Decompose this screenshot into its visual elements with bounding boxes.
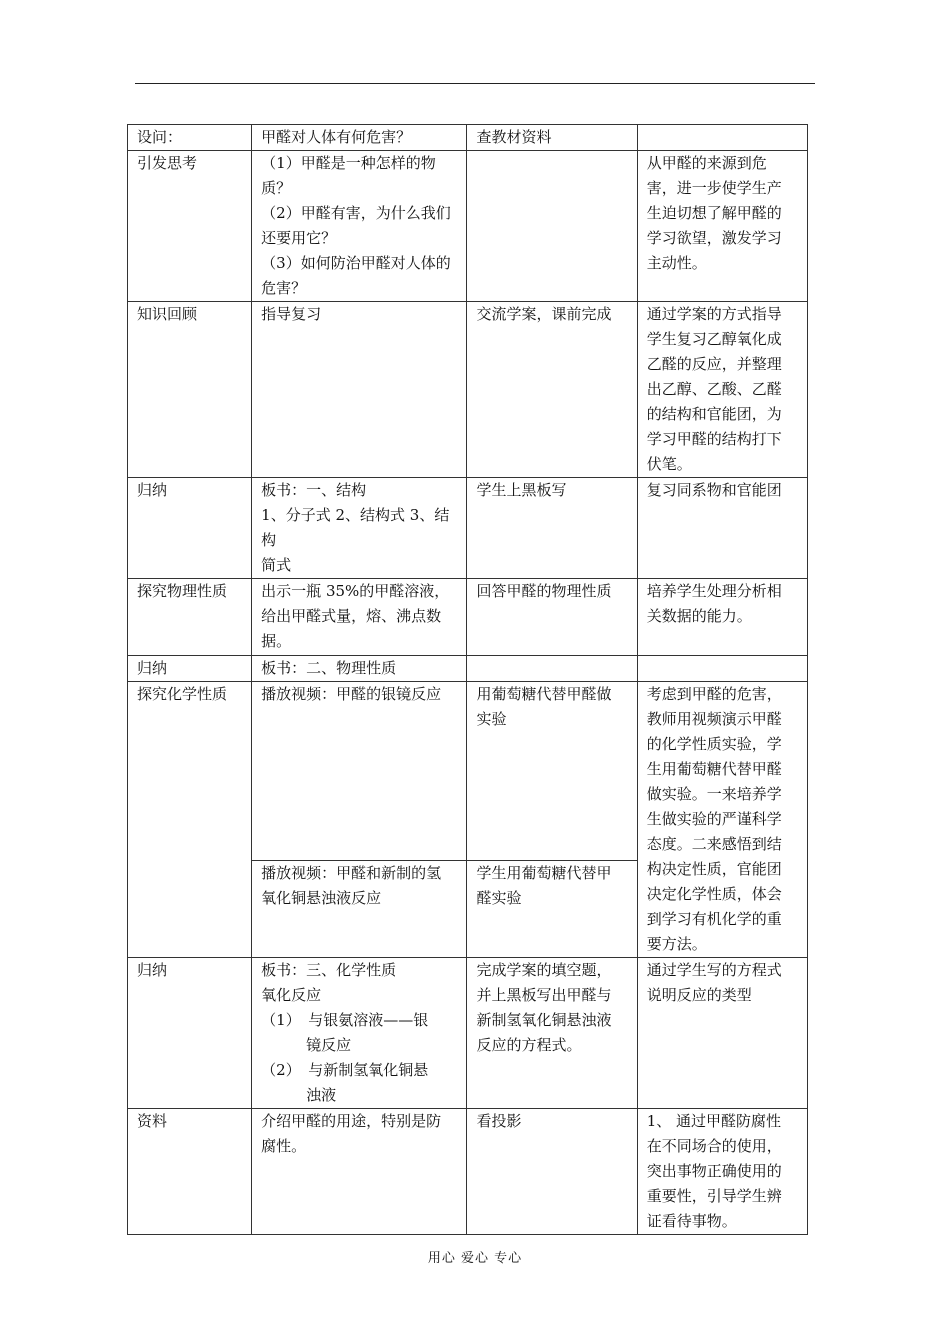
stage-cell: 知识回顾 [128, 302, 252, 478]
table-row [128, 958, 808, 1109]
cell-line: 指导复习 [261, 305, 322, 323]
cell-line: 完成学案的填空题， [476, 961, 612, 979]
page-footer: 用心 爱心 专心 [427, 1251, 523, 1266]
cell-line: 乙醛的反应，并整理 [646, 355, 782, 373]
cell-line: （2）甲醛有害，为什么我们 [261, 204, 451, 222]
cell-line: 考虑到甲醛的危害， [646, 685, 782, 703]
cell-line: 伏笔。 [646, 455, 692, 473]
stage-cell: 资料 [128, 1109, 252, 1235]
design-intent-cell [637, 478, 807, 579]
teacher-activity-cell [252, 151, 467, 302]
student-activity-cell [467, 1109, 637, 1235]
teacher-activity-cell [252, 125, 467, 151]
teacher-activity-cell [252, 478, 467, 579]
cell-line: 回答甲醛的物理性质 [476, 582, 612, 600]
teacher-activity-cell [252, 682, 467, 861]
teacher-activity-cell [252, 1109, 467, 1235]
cell-line: 的结构和官能团，为 [646, 405, 782, 423]
cell-line: 通过学案的方式指导 [646, 305, 782, 323]
teacher-activity-cell [252, 860, 467, 957]
cell-line: 简式 [261, 556, 292, 574]
cell-line: 培养学生处理分析相 [646, 582, 782, 600]
cell-line: 复习同系物和官能团 [646, 481, 782, 499]
cell-line: 质？ [261, 179, 292, 197]
cell-line: 生迫切想了解甲醛的 [646, 204, 782, 222]
stage-cell: 设问： [128, 125, 252, 151]
table-row [128, 125, 808, 151]
table-row [128, 302, 808, 478]
teacher-activity-cell [252, 579, 467, 656]
cell-line: 做实验。一来培养学 [646, 785, 782, 803]
cell-line: 醛实验 [476, 888, 522, 907]
design-intent-cell [637, 151, 807, 302]
cell-line: 1、 通过甲醛防腐性 [646, 1112, 782, 1130]
cell-line: 播放视频：甲醛和新制的氢 [261, 863, 442, 882]
table-row [128, 682, 808, 861]
cell-line: 氧化反应 [261, 986, 322, 1004]
stage-cell: 探究物理性质 [128, 579, 252, 656]
cell-line: 学生复习乙醇氧化成 [646, 330, 782, 348]
design-intent-cell [637, 1109, 807, 1235]
cell-line: 通过学生写的方程式 [646, 961, 782, 979]
student-activity-cell [467, 125, 637, 151]
cell-line: 交流学案，课前完成 [476, 305, 612, 323]
design-intent-cell [637, 958, 807, 1109]
table-row [128, 656, 808, 682]
cell-line: 给出甲醛式量，熔、沸点数 [261, 607, 442, 625]
lesson-plan-table [127, 124, 808, 1235]
cell-line: 1、分子式 2、结构式 3、结构 [261, 506, 450, 549]
cell-line: （1）甲醛是一种怎样的物 [261, 154, 436, 172]
teacher-activity-cell [252, 656, 467, 682]
teacher-activity-cell [252, 958, 467, 1109]
cell-line: 新制氢氧化铜悬浊液 [476, 1011, 612, 1029]
cell-line: （2） 与新制氢氧化铜悬 [261, 1061, 429, 1079]
cell-line: 在不同场合的使用， [646, 1137, 782, 1155]
design-intent-cell [637, 682, 807, 958]
student-activity-cell [467, 958, 637, 1109]
cell-line: 决定化学性质，体会 [646, 885, 782, 903]
design-intent-cell [637, 656, 807, 682]
cell-line: 教师用视频演示甲醛 [646, 710, 782, 728]
student-activity-cell [467, 478, 637, 579]
cell-line: 学生用葡萄糖代替甲 [476, 863, 612, 882]
student-activity-cell [467, 151, 637, 302]
student-activity-cell [467, 656, 637, 682]
cell-line: 甲醛对人体有何危害？ [261, 128, 412, 146]
cell-line: （1） 与银氨溶液——银 [261, 1011, 429, 1029]
cell-line: 板书：三、化学性质 [261, 961, 397, 979]
cell-line: 板书：一、结构 [261, 481, 367, 499]
design-intent-cell [637, 579, 807, 656]
cell-line: 构决定性质，官能团 [646, 860, 782, 878]
cell-line: 并上黑板写出甲醛与 [476, 986, 612, 1004]
stage-cell: 归纳 [128, 478, 252, 579]
table-row [128, 579, 808, 656]
stage-cell: 归纳 [128, 656, 252, 682]
cell-line: 板书：二、物理性质 [261, 659, 397, 677]
table-row [128, 478, 808, 579]
cell-line: 据。 [261, 632, 292, 650]
cell-line: 的化学性质实验，学 [646, 735, 782, 753]
cell-line: 要方法。 [646, 935, 707, 953]
cell-line: 说明反应的类型 [646, 986, 752, 1004]
table-row [128, 151, 808, 302]
cell-line: 出乙醇、乙酸、乙醛 [646, 380, 782, 398]
cell-line: 学习甲醛的结构打下 [646, 430, 782, 448]
cell-line: 害，进一步使学生产 [646, 179, 782, 197]
design-intent-cell [637, 125, 807, 151]
cell-line: 学习欲望，激发学习 [646, 229, 782, 247]
student-activity-cell [467, 860, 637, 957]
cell-line: 从甲醛的来源到危 [646, 154, 767, 172]
header-rule [135, 83, 815, 84]
cell-line: 实验 [476, 710, 507, 728]
stage-cell: 归纳 [128, 958, 252, 1109]
cell-line: 生用葡萄糖代替甲醛 [646, 760, 782, 778]
cell-line: 重要性，引导学生辨 [646, 1187, 782, 1205]
cell-line: 氧化铜悬浊液反应 [261, 888, 382, 907]
student-activity-cell [467, 302, 637, 478]
stage-cell: 引发思考 [128, 151, 252, 302]
cell-line: 危害？ [261, 279, 307, 297]
cell-line: 出示一瓶 35%的甲醛溶液， [261, 582, 450, 600]
cell-line: （3）如何防治甲醛对人体的 [261, 254, 451, 272]
cell-line: 播放视频：甲醛的银镜反应 [261, 685, 442, 703]
cell-line: 查教材资料 [476, 128, 552, 146]
cell-line: 到学习有机化学的重 [646, 910, 782, 928]
cell-line: 生做实验的严谨科学 [646, 810, 782, 828]
cell-line: 证看待事物。 [646, 1212, 737, 1230]
cell-line: 用葡萄糖代替甲醛做 [476, 685, 612, 703]
table-row [128, 1109, 808, 1235]
cell-line: 介绍甲醛的用途，特别是防 [261, 1112, 442, 1130]
cell-line: 态度。二来感悟到结 [646, 835, 782, 853]
cell-line: 看投影 [476, 1112, 522, 1130]
cell-line: 镜反应 [261, 1036, 352, 1054]
cell-line: 关数据的能力。 [646, 607, 752, 625]
cell-line: 反应的方程式。 [476, 1036, 582, 1054]
student-activity-cell [467, 579, 637, 656]
cell-line: 还要用它？ [261, 229, 337, 247]
cell-line: 学生上黑板写 [476, 481, 567, 499]
design-intent-cell [637, 302, 807, 478]
stage-cell: 探究化学性质 [128, 682, 252, 958]
cell-line: 主动性。 [646, 254, 707, 272]
cell-line: 腐性。 [261, 1137, 307, 1155]
student-activity-cell [467, 682, 637, 861]
cell-line: 浊液 [261, 1086, 337, 1104]
cell-line: 突出事物正确使用的 [646, 1162, 782, 1180]
teacher-activity-cell [252, 302, 467, 478]
